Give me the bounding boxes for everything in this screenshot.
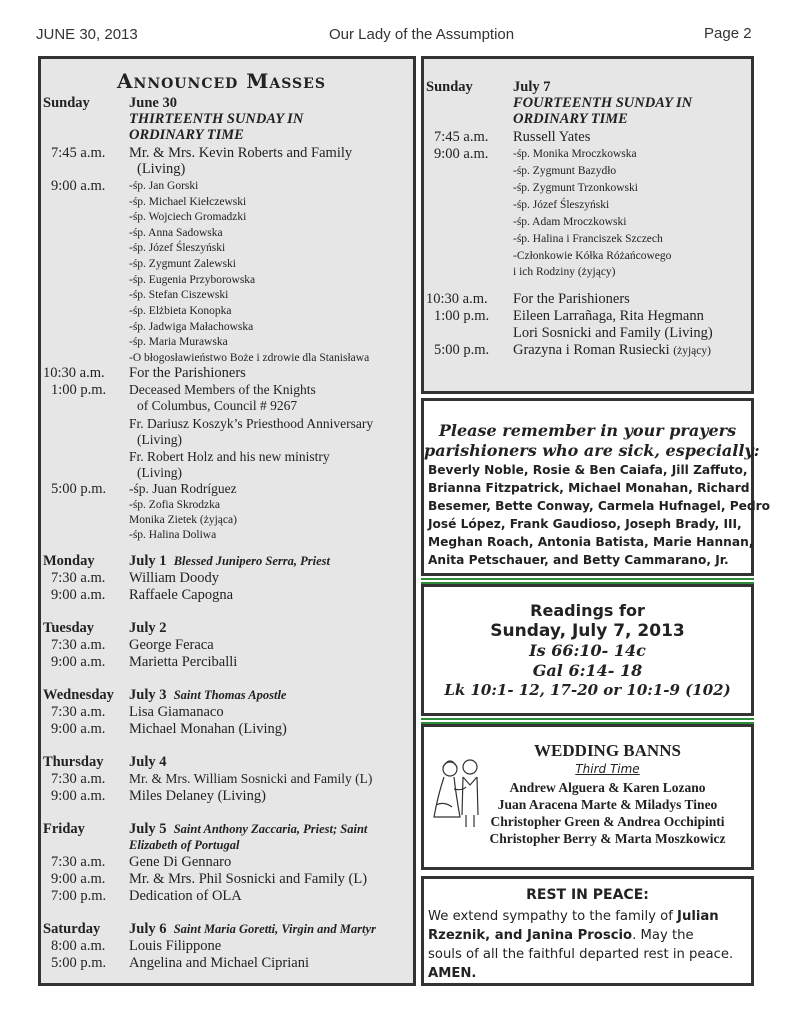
mass-intention: -śp. Juan Rodríguez bbox=[129, 481, 237, 496]
prayers-box bbox=[421, 398, 771, 576]
mass-time: 7:30 a.m. bbox=[51, 771, 106, 787]
date-label: July 7 bbox=[513, 79, 551, 95]
banns-couple: Christopher Green & Andrea Occhipinti bbox=[490, 814, 725, 829]
rest-amen: AMEN. bbox=[428, 966, 477, 981]
mass-intention: -śp. Monika Mroczkowska bbox=[513, 148, 637, 160]
prayer-names: Besemer, Bette Conway, Carmela Hufnagel, Pedro bbox=[428, 499, 771, 513]
mass-intention: -śp. Anna Sadowska bbox=[129, 227, 223, 239]
prayer-names: José López, Frank Gaudioso, Joseph Brady, III, bbox=[428, 517, 742, 531]
header-date: JUNE 30, 2013 bbox=[36, 26, 138, 43]
mass-intention: Russell Yates bbox=[513, 129, 591, 145]
reading-2: Gal 6:14- 18 bbox=[532, 661, 643, 680]
prayers-title: Please remember in your prayers bbox=[438, 421, 737, 440]
mass-time: 9:00 a.m. bbox=[51, 587, 106, 603]
mass-intention-note: (żyjący) bbox=[673, 345, 711, 357]
prayer-names: Brianna Fitzpatrick, Michael Monahan, Richard bbox=[428, 481, 750, 495]
mass-time: 7:30 a.m. bbox=[51, 570, 106, 586]
mass-intention: George Feraca bbox=[129, 637, 214, 653]
prayer-names: Meghan Roach, Antonia Batista, Marie Hannan, bbox=[428, 535, 754, 549]
header-page: Page 2 bbox=[704, 25, 752, 42]
mass-intention: of Columbus, Council # 9267 bbox=[137, 398, 298, 413]
mass-intention: -śp. Zofia Skrodzka bbox=[129, 499, 221, 511]
mass-time: 1:00 p.m. bbox=[434, 308, 490, 324]
day-label: Sunday bbox=[426, 79, 473, 95]
prayer-names: Anita Petschauer, and Betty Cammarano, Jr. bbox=[428, 553, 729, 567]
mass-time: 5:00 p.m. bbox=[51, 481, 107, 497]
mass-time: 8:00 a.m. bbox=[51, 938, 106, 954]
mass-intention: For the Parishioners bbox=[129, 365, 246, 381]
mass-intention: Mr. & Mrs. Kevin Roberts and Family bbox=[129, 145, 353, 161]
readings-title: Readings for bbox=[530, 601, 645, 620]
rest-name: Julian bbox=[677, 909, 719, 924]
mass-intention: For the Parishioners bbox=[513, 291, 630, 307]
mass-intention: -śp. Stefan Ciszewski bbox=[129, 289, 229, 301]
mass-intention: -śp. Zygmunt Bazydło bbox=[513, 165, 617, 177]
mass-time: 9:00 a.m. bbox=[51, 871, 106, 887]
day-label: Thursday bbox=[43, 754, 104, 770]
reading-3: Lk 10:1- 12, 17-20 or 10:1-9 (102) bbox=[444, 681, 731, 699]
mass-time: 7:30 a.m. bbox=[51, 854, 106, 870]
mass-intention: (Living) bbox=[137, 465, 182, 480]
day-label: Friday bbox=[43, 821, 85, 837]
mass-intention: -śp. Elżbieta Konopka bbox=[129, 305, 232, 317]
date-label: July 5 bbox=[129, 821, 167, 837]
mass-intention: -śp. Eugenia Przyborowska bbox=[129, 274, 256, 286]
mass-intention: Louis Filippone bbox=[129, 938, 222, 954]
day-label: Tuesday bbox=[43, 620, 95, 636]
mass-intention: -O błogosławieństwo Boże i zdrowie dla Stanisława bbox=[129, 352, 370, 364]
banns-subtitle: Third Time bbox=[575, 762, 640, 776]
date-label: July 1 bbox=[129, 553, 167, 569]
mass-intention: -śp. Michael Kiełczewski bbox=[129, 196, 247, 208]
feast-label: FOURTEENTH SUNDAY IN bbox=[513, 95, 693, 111]
mass-time: 7:30 a.m. bbox=[51, 637, 106, 653]
readings-date: Sunday, July 7, 2013 bbox=[490, 621, 685, 641]
prayer-names: Beverly Noble, Rosie & Ben Caiafa, Jill Zaffuto, bbox=[428, 463, 748, 477]
mass-intention: Grazyna i Roman Rusiecki bbox=[513, 342, 670, 358]
feast-label: Elizabeth of Portugal bbox=[129, 838, 240, 852]
mass-intention: William Doody bbox=[129, 570, 220, 586]
mass-time: 9:00 a.m. bbox=[51, 788, 106, 804]
mass-time: 5:00 p.m. bbox=[51, 955, 107, 971]
mass-time: 9:00 a.m. bbox=[51, 721, 106, 737]
mass-time: 9:00 a.m. bbox=[51, 178, 106, 194]
mass-intention: Marietta Perciballi bbox=[129, 654, 238, 670]
reading-1: Is 66:10- 14c bbox=[529, 641, 646, 660]
mass-intention: -śp. Zygmunt Trzonkowski bbox=[513, 182, 638, 194]
wedding-banns-box bbox=[421, 724, 754, 870]
mass-intention: i ich Rodziny (żyjący) bbox=[513, 266, 616, 278]
mass-intention: -śp. Halina Doliwa bbox=[129, 529, 217, 541]
rest-title: REST IN PEACE: bbox=[526, 887, 649, 903]
feast-label: ORDINARY TIME bbox=[513, 111, 628, 127]
mass-intention: Lisa Giamanaco bbox=[129, 704, 224, 720]
mass-intention: Mr. & Mrs. Phil Sosnicki and Family (L) bbox=[129, 871, 368, 887]
mass-time: 10:30 a.m. bbox=[426, 291, 488, 307]
mass-intention: Fr. Robert Holz and his new ministry bbox=[129, 449, 330, 464]
date-label: July 4 bbox=[129, 754, 167, 770]
mass-time: 7:45 a.m. bbox=[51, 145, 106, 161]
feast-label: Saint Maria Goretti, Virgin and Martyr bbox=[173, 922, 376, 936]
rest-text: souls of all the faithful departed rest in peace. bbox=[428, 947, 734, 962]
rest-text: . May the bbox=[632, 928, 694, 943]
mass-intention: -śp. Zygmunt Zalewski bbox=[129, 258, 236, 270]
mass-intention: -śp. Wojciech Gromadzki bbox=[129, 211, 247, 223]
mass-intention: Raffaele Capogna bbox=[129, 587, 234, 603]
day-label: Saturday bbox=[43, 921, 101, 937]
date-label: July 3 bbox=[129, 687, 167, 703]
feast-label: Saint Thomas Apostle bbox=[173, 688, 287, 702]
mass-time: 1:00 p.m. bbox=[51, 382, 107, 398]
mass-time: 7:45 a.m. bbox=[434, 129, 489, 145]
rest-text: We extend sympathy to the family of bbox=[428, 909, 678, 924]
mass-intention: Dedication of OLA bbox=[129, 888, 242, 904]
mass-intention: Lori Sosnicki and Family (Living) bbox=[513, 325, 713, 341]
mass-time: 7:00 p.m. bbox=[51, 888, 107, 904]
day-label: Sunday bbox=[43, 95, 90, 111]
mass-intention: Gene Di Gennaro bbox=[129, 854, 232, 870]
day-label: Monday bbox=[43, 553, 95, 569]
mass-intention: Michael Monahan (Living) bbox=[129, 721, 287, 737]
mass-intention: Mr. & Mrs. William Sosnicki and Family (L) bbox=[129, 771, 373, 786]
readings-box bbox=[421, 584, 754, 716]
feast-label: THIRTEENTH SUNDAY IN bbox=[129, 111, 304, 127]
banns-title: WEDDING BANNS bbox=[534, 741, 681, 760]
mass-time: 5:00 p.m. bbox=[434, 342, 490, 358]
mass-intention: -śp. Jadwiga Małachowska bbox=[129, 321, 254, 333]
mass-intention: Monika Zietek (żyjąca) bbox=[129, 514, 237, 526]
mass-time: 9:00 a.m. bbox=[51, 654, 106, 670]
day-label: Wednesday bbox=[43, 687, 114, 703]
mass-intention: -śp. Adam Mroczkowski bbox=[513, 216, 627, 228]
mass-intention: -Członkowie Kółka Różańcowego bbox=[513, 250, 672, 262]
mass-time: 7:30 a.m. bbox=[51, 704, 106, 720]
mass-intention: -śp. Jan Gorski bbox=[129, 180, 199, 192]
rest-name: Rzeznik, and Janina Proscio bbox=[428, 928, 633, 943]
mass-intention: -śp. Józef Śleszyński bbox=[513, 199, 610, 211]
date-label: July 2 bbox=[129, 620, 167, 636]
header-parish: Our Lady of the Assumption bbox=[329, 26, 515, 43]
mass-intention: -śp. Józef Śleszyński bbox=[129, 242, 226, 254]
mass-intention: Eileen Larrañaga, Rita Hegmann bbox=[513, 308, 704, 324]
date-label: June 30 bbox=[129, 95, 177, 111]
feast-label: Blessed Junipero Serra, Priest bbox=[173, 554, 330, 568]
masses-title: Announced Masses bbox=[117, 69, 326, 93]
mass-time: 9:00 a.m. bbox=[434, 146, 489, 162]
sunday-july7-box bbox=[421, 56, 754, 394]
mass-intention: (Living) bbox=[137, 161, 186, 177]
banns-couple: Christopher Berry & Marta Moszkowicz bbox=[489, 831, 726, 846]
feast-label: ORDINARY TIME bbox=[129, 127, 244, 143]
mass-intention: (Living) bbox=[137, 432, 182, 447]
banns-couple: Andrew Alguera & Karen Lozano bbox=[509, 780, 706, 795]
mass-time: 10:30 a.m. bbox=[43, 365, 105, 381]
mass-intention: Deceased Members of the Knights bbox=[129, 382, 316, 397]
announced-masses-box bbox=[38, 56, 416, 986]
rest-in-peace-box bbox=[421, 876, 754, 986]
mass-intention: -śp. Halina i Franciszek Szczech bbox=[513, 233, 663, 245]
prayers-title: parishioners who are sick, especially: bbox=[424, 441, 760, 460]
mass-intention: -śp. Maria Murawska bbox=[129, 336, 228, 348]
banns-couple: Juan Aracena Marte & Miladys Tineo bbox=[497, 797, 718, 812]
mass-intention: Fr. Dariusz Koszyk’s Priesthood Anniversary bbox=[129, 416, 374, 431]
date-label: July 6 bbox=[129, 921, 167, 937]
mass-intention: Angelina and Michael Cipriani bbox=[129, 955, 309, 971]
feast-label: Saint Anthony Zaccaria, Priest; Saint bbox=[173, 822, 368, 836]
mass-intention: Miles Delaney (Living) bbox=[129, 788, 266, 804]
